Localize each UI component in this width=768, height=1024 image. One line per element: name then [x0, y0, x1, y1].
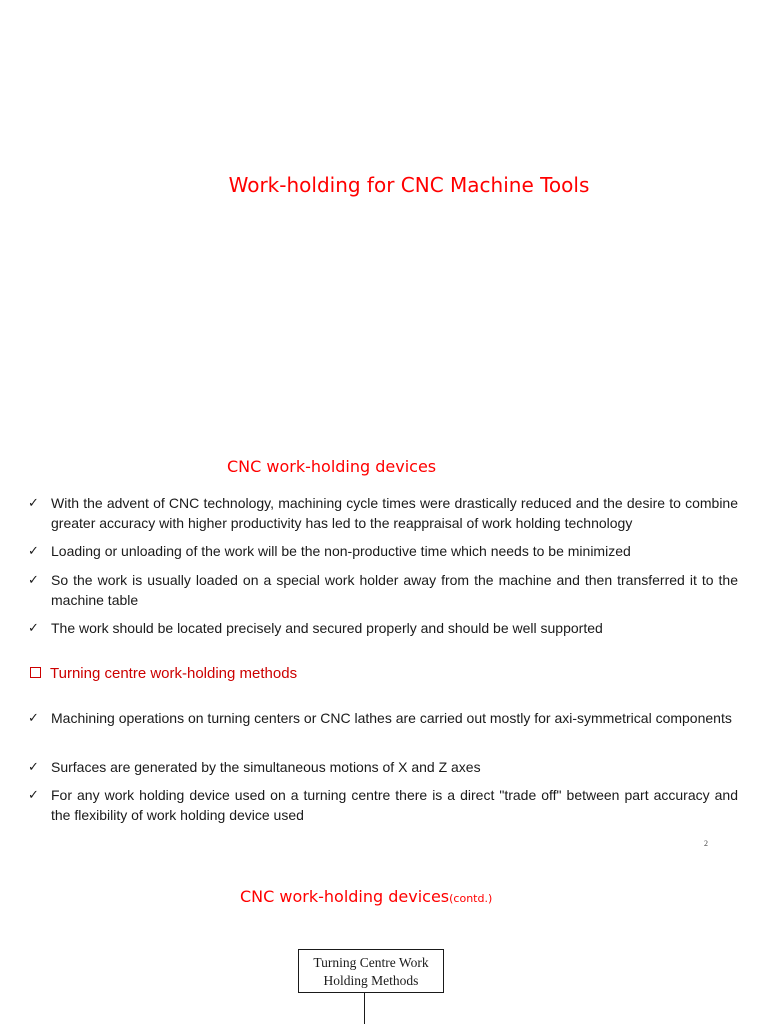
checkmark-icon: ✓: [28, 760, 39, 775]
checkmark-icon: ✓: [28, 788, 39, 803]
diagram-box-line-1: Turning Centre Work: [313, 955, 429, 970]
checkmark-icon: ✓: [28, 711, 39, 726]
section-heading-contd: [240, 887, 492, 906]
checkmark-icon: ✓: [28, 496, 39, 511]
bullet-text: Machining operations on turning centers or CNC lathes are carried out mostly for axi-symmetrical components: [51, 710, 732, 726]
checkbox-square-icon: [30, 667, 41, 678]
checkmark-icon: ✓: [28, 544, 39, 559]
bullet-text: With the advent of CNC technology, machining cycle times were drastically reduced and the desire to combine greater accuracy with higher productivity has led to the reappraisal of work holding technology: [51, 495, 738, 531]
bullet-text: For any work holding device used on a turning centre there is a direct "trade off" between part accuracy and the flexibility of work holding device used: [51, 787, 738, 823]
diagram-connector-line: [364, 993, 365, 1024]
section-heading-main: CNC work-holding devices: [240, 887, 450, 906]
bullet-text: Loading or unloading of the work will be the non-productive time which needs to be minimized: [51, 543, 631, 559]
checkmark-icon: ✓: [28, 573, 39, 588]
bullet-text: So the work is usually loaded on a special work holder away from the machine and then transferred it to the machine table: [51, 572, 738, 608]
checkmark-icon: ✓: [28, 621, 39, 636]
diagram-box-line-2: Holding Methods: [323, 973, 419, 988]
subheading: [30, 665, 297, 682]
section-heading-suffix: (contd.): [449, 892, 493, 905]
section-heading: CNC work-holding devices: [227, 457, 437, 476]
bullet-text: Surfaces are generated by the simultaneous motions of X and Z axes: [51, 759, 481, 775]
page-number: 2: [704, 839, 708, 848]
diagram-box-turning-centre: [298, 949, 444, 993]
subheading-text: Turning centre work-holding methods: [50, 665, 298, 682]
page-title: Work-holding for CNC Machine Tools: [228, 173, 590, 197]
bullet-text: The work should be located precisely and secured properly and should be well supported: [51, 620, 603, 636]
